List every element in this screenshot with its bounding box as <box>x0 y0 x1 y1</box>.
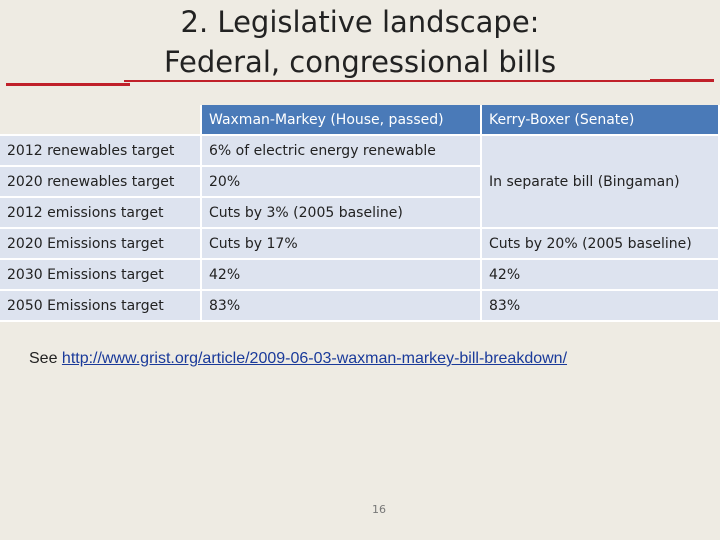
waxman-cell: Cuts by 3% (2005 baseline) <box>201 197 481 228</box>
title-line-2: Federal, congressional bills <box>163 45 557 79</box>
row-label: 2012 renewables target <box>0 135 201 166</box>
table-row <box>0 290 719 321</box>
waxman-cell: 42% <box>201 259 481 290</box>
reference-line <box>29 350 567 368</box>
row-label: 2012 emissions target <box>0 197 201 228</box>
slide-title <box>0 2 720 82</box>
waxman-cell: 6% of electric energy renewable <box>201 135 481 166</box>
kerry-cell: 83% <box>481 290 719 321</box>
row-label: 2020 renewables target <box>0 166 201 197</box>
table-row <box>0 135 719 166</box>
row-label: 2050 Emissions target <box>0 290 201 321</box>
reference-prefix: See <box>29 350 62 367</box>
title-underline-right <box>650 79 714 82</box>
table-row <box>0 259 719 290</box>
row-label: 2030 Emissions target <box>0 259 201 290</box>
bills-comparison-table <box>0 105 720 322</box>
waxman-cell: 83% <box>201 290 481 321</box>
waxman-cell: 20% <box>201 166 481 197</box>
title-underline-left <box>6 83 130 86</box>
title-line-1: 2. Legislative landscape: <box>180 5 540 39</box>
table-row <box>0 228 719 259</box>
page-number: 16 <box>372 503 386 516</box>
kerry-merged-cell: In separate bill (Bingaman) <box>481 135 719 228</box>
header-kerry-boxer: Kerry-Boxer (Senate) <box>481 105 719 135</box>
kerry-cell: 42% <box>481 259 719 290</box>
table-header-row <box>0 105 719 135</box>
row-label: 2020 Emissions target <box>0 228 201 259</box>
header-waxman-markey: Waxman-Markey (House, passed) <box>201 105 481 135</box>
reference-link[interactable]: http://www.grist.org/article/2009-06-03-waxman-markey-bill-breakdown/ <box>61 350 568 367</box>
waxman-cell: Cuts by 17% <box>201 228 481 259</box>
header-empty-cell <box>0 105 201 135</box>
kerry-cell: Cuts by 20% (2005 baseline) <box>481 228 719 259</box>
title-underline-middle <box>124 80 684 82</box>
